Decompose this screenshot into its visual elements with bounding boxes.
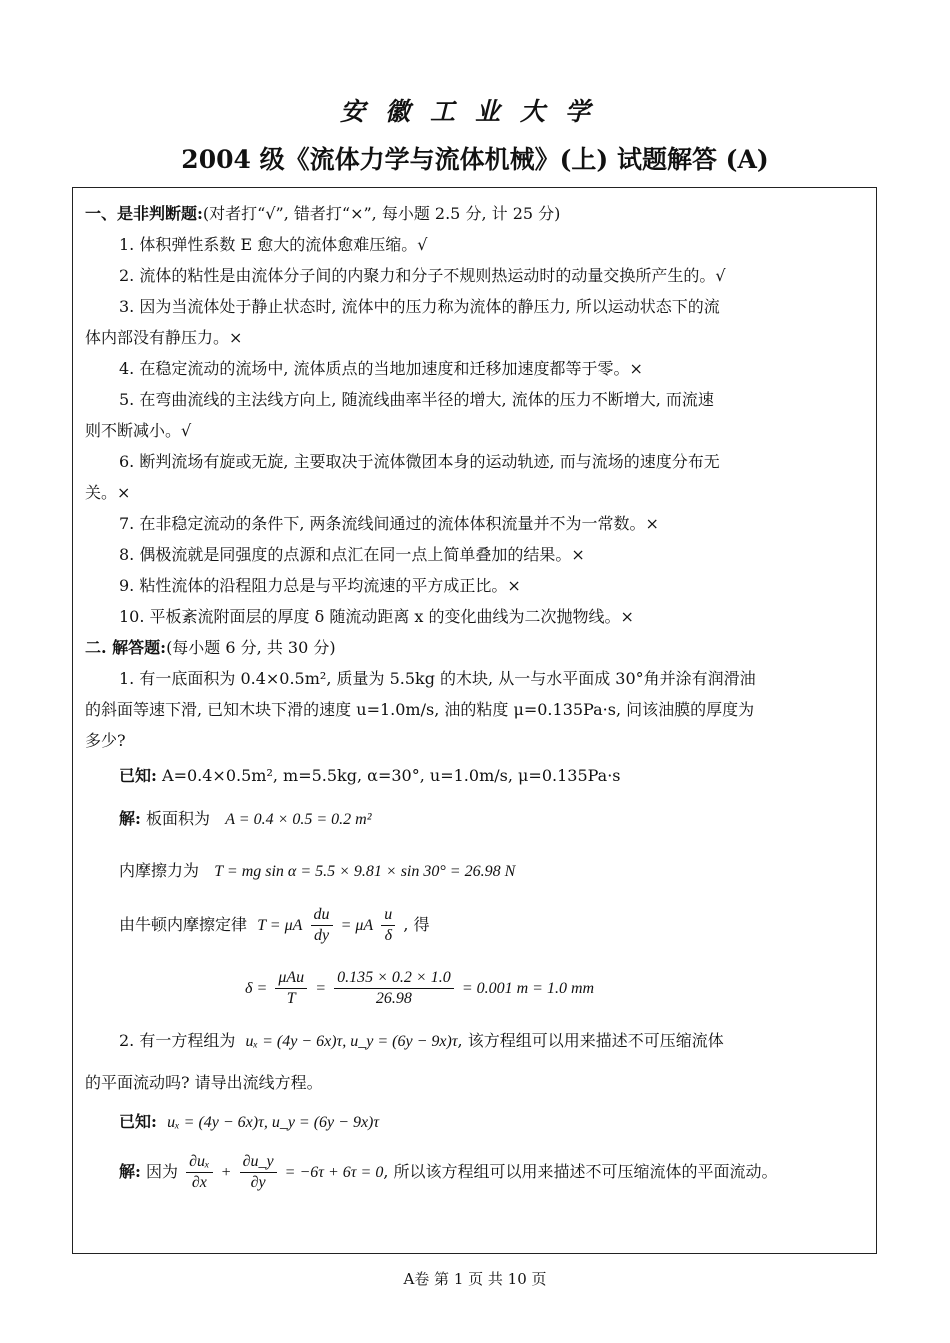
q2-line1-post: , 该方程组可以用来描述不可压缩流体 <box>457 1031 724 1050</box>
fraction <box>381 905 395 946</box>
denominator: ∂y <box>250 1174 266 1191</box>
list-item: 8. 偶极流就是同强度的点源和点汇在同一点上简单叠加的结果。× <box>119 545 585 564</box>
fraction <box>311 905 333 946</box>
q1-newton-mid: = μA <box>340 917 374 934</box>
section1-note: (对者打“√”, 错者打“×”, 每小题 2.5 分, 计 25 分) <box>202 204 561 223</box>
q1-area-equation: A = 0.4 × 0.5 = 0.2 m² <box>225 811 372 828</box>
q1-delta-lhs: δ = <box>245 980 268 997</box>
numerator: μAu <box>275 968 307 989</box>
denominator: dy <box>313 927 330 944</box>
university-name: 安徽工业大学 <box>339 97 610 126</box>
section1-heading-line <box>85 198 866 229</box>
q1-sol-text: 板面积为 <box>146 809 211 828</box>
section1-heading: 一、是非判断题: <box>85 204 203 223</box>
q2-line1-equation: uₓ = (4y − 6x)τ, u_y = (6y − 9x)τ <box>245 1033 458 1050</box>
numerator: u <box>381 905 395 926</box>
list-item: 9. 粘性流体的沿程阻力总是与平均流速的平方成正比。× <box>119 576 521 595</box>
list-item: 关。× <box>85 483 131 502</box>
q1-newton-lhs: T = μA <box>257 917 303 934</box>
q2-line1-pre: 2. 有一方程组为 <box>119 1031 236 1050</box>
list-item: 10. 平板紊流附面层的厚度 δ 随流动距离 x 的变化曲线为二次抛物线。× <box>119 607 634 626</box>
list-item: 2. 流体的粘性是由流体分子间的内聚力和分子不规则热运动时的动量交换所产生的。√ <box>119 266 726 285</box>
section2-heading: 二. 解答题: <box>85 638 167 657</box>
numerator: du <box>311 905 333 926</box>
q2-solution <box>85 1152 866 1193</box>
q2-given-equation: uₓ = (4y − 6x)τ, u_y = (6y − 9x)τ <box>167 1114 380 1131</box>
q2-sol-plus: + <box>220 1164 232 1181</box>
denominator: δ <box>384 927 393 944</box>
q2-sol-eq: = −6τ + 6τ = 0 <box>284 1164 384 1181</box>
page-title: 2004 级《流体力学与流体机械》(上) 试题解答 (A) <box>181 145 769 174</box>
q1-delta-eq: = <box>315 980 327 997</box>
q1-friction-equation: T = mg sin α = 5.5 × 9.81 × sin 30° = 26.98 N <box>214 863 516 880</box>
q1-given-label: 已知: <box>119 766 157 785</box>
q1-friction <box>85 855 866 887</box>
q1-line1: 1. 有一底面积为 0.4×0.5m², 质量为 5.5kg 的木块, 从一与水平面成 30°角并涂有润滑油 <box>119 669 756 688</box>
q1-newton-law <box>85 905 866 946</box>
q1-sol-label: 解: <box>119 809 141 828</box>
section2-note: (每小题 6 分, 共 30 分) <box>166 638 336 657</box>
denominator: 26.98 <box>375 990 412 1007</box>
q1-given-values: A=0.4×0.5m², m=5.5kg, α=30°, u=1.0m/s, μ=0.135Pa·s <box>162 766 621 785</box>
q2-given <box>85 1106 866 1138</box>
q1-delta-result: = 0.001 m = 1.0 mm <box>461 980 595 997</box>
q1-line2: 的斜面等速下滑, 已知木块下滑的速度 u=1.0m/s, 油的粘度 μ=0.135Pa·s, 问该油膜的厚度为 <box>85 700 755 719</box>
q2-line2: 的平面流动吗? 请导出流线方程。 <box>85 1073 323 1092</box>
list-item: 7. 在非稳定流动的条件下, 两条流线间通过的流体体积流量并不为一常数。× <box>119 514 659 533</box>
q1-given <box>85 760 866 791</box>
q1-newton-text: 由牛顿内摩擦定律 <box>119 915 248 934</box>
q1-line3: 多少? <box>85 731 126 750</box>
denominator: ∂x <box>191 1174 207 1191</box>
list-item: 则不断减小。√ <box>85 421 192 440</box>
fraction <box>240 1152 277 1193</box>
fraction <box>275 968 307 1009</box>
q1-friction-text: 内摩擦力为 <box>119 861 200 880</box>
q2-sol-label: 解: <box>119 1162 141 1181</box>
q1-newton-tail: , 得 <box>403 915 430 934</box>
q1-solution-area <box>85 803 866 835</box>
numerator: 0.135 × 0.2 × 1.0 <box>334 968 454 989</box>
numerator: ∂u_y <box>240 1152 277 1173</box>
q2-sol-pre: 因为 <box>146 1162 179 1181</box>
list-item: 5. 在弯曲流线的主法线方向上, 随流线曲率半径的增大, 流体的压力不断增大, 而流速 <box>119 390 714 409</box>
list-item: 3. 因为当流体处于静止状态时, 流体中的压力称为流体的静压力, 所以运动状态下的流 <box>119 297 720 316</box>
list-item: 6. 断判流场有旋或无旋, 主要取决于流体微团本身的运动轨迹, 而与流场的速度分布无 <box>119 452 720 471</box>
denominator: T <box>286 990 296 1007</box>
numerator: ∂uₓ <box>186 1152 212 1173</box>
list-item: 1. 体积弹性系数 E 愈大的流体愈难压缩。√ <box>119 235 428 254</box>
page-footer: A卷 第 1 页 共 10 页 <box>403 1270 547 1288</box>
fraction <box>186 1152 212 1193</box>
fraction <box>334 968 454 1009</box>
q2-sol-post: , 所以该方程组可以用来描述不可压缩流体的平面流动。 <box>383 1162 778 1181</box>
q1-delta-equation <box>85 968 866 1009</box>
q2-given-label: 已知: <box>119 1112 157 1131</box>
answer-box <box>72 187 877 1254</box>
list-item: 体内部没有静压力。× <box>85 328 243 347</box>
list-item: 4. 在稳定流动的流场中, 流体质点的当地加速度和迁移加速度都等于零。× <box>119 359 643 378</box>
q2-line1 <box>85 1025 866 1057</box>
section2-heading-line <box>85 632 866 663</box>
